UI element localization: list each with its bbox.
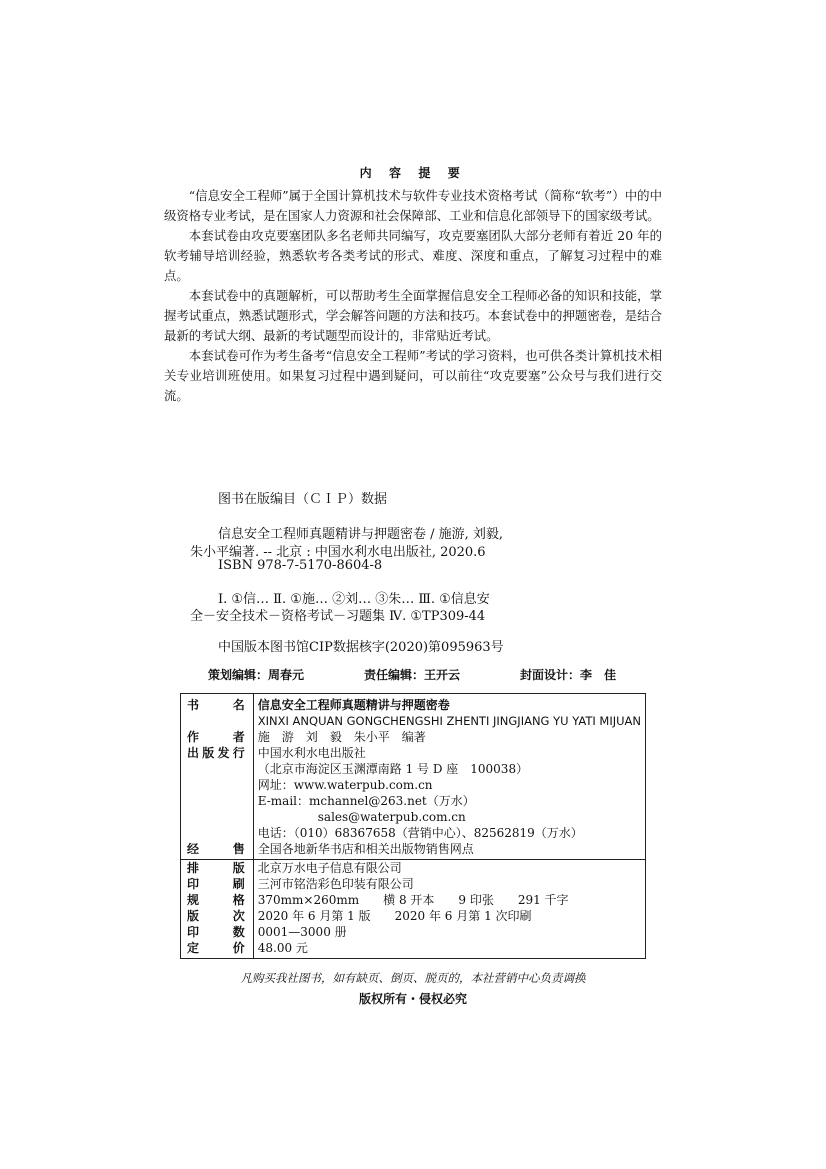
sales-label: 经 售 <box>181 841 254 860</box>
price-row <box>181 940 646 959</box>
title-row <box>181 694 646 730</box>
spec-label: 规 格 <box>181 892 254 908</box>
publisher-name: 中国水利水电出版社 <box>257 746 366 760</box>
copies: 0001—3000 册 <box>257 925 347 939</box>
cip-line-2: 朱小平编著. -- 北京 : 中国水利水电出版社, 2020.6 <box>190 545 486 560</box>
cover-designer: 封面设计：李 佳 <box>520 668 617 682</box>
replacement-notice: 凡购买我社图书，如有缺页、倒页、脱页的，本社营销中心负责调换 <box>240 971 586 985</box>
book-title: 信息安全工程师真题精讲与押题密卷 <box>257 698 450 712</box>
typesetter: 北京万水电子信息有限公司 <box>253 860 645 877</box>
publisher-phone: 电话：（010）68367658（营销中心）、82562819（万水） <box>257 826 583 840</box>
cip-line-1: 信息安全工程师真题精讲与押题密卷 / 施游, 刘毅, <box>218 527 504 542</box>
authors: 施 游 刘 毅 朱小平 编著 <box>257 730 426 744</box>
summary-title: 内 容 提 要 <box>359 166 467 180</box>
copyright-notice: 版权所有・侵权必究 <box>358 992 467 1006</box>
summary-paragraph: 本套试卷中的真题解析，可以帮助考生全面掌握信息安全工程师必备的知识和技能，掌握考试重点，熟悉试题形式，学会解答问题的方法和技巧。本套试卷中的押题密卷，是结合最新的考试大纲、最新的考试题型而设计的，非常贴近考试。 <box>164 288 662 343</box>
cip-number: 中国版本图书馆CIP数据核字(2020)第095963号 <box>218 640 504 655</box>
publisher-email-2: sales@waterpub.com.cn <box>317 810 466 824</box>
specification: 370mm×260mm 横 8 开本 9 印张 291 千字 <box>257 893 569 907</box>
author-label: 作 者 <box>181 729 254 745</box>
copies-label: 印 数 <box>181 924 254 940</box>
spec-row <box>181 892 646 908</box>
sales-outlets: 全国各地新华书店和相关出版物销售网点 <box>257 842 474 856</box>
edition: 2020 年 6 月第 1 版 2020 年 6 月第 1 次印刷 <box>257 909 532 923</box>
summary-body <box>164 186 662 406</box>
sales-row <box>181 841 646 860</box>
title-label: 书 名 <box>181 694 254 730</box>
publication-info-table <box>180 693 646 959</box>
print-label: 印 刷 <box>181 876 254 892</box>
printer: 三河市铭浩彩色印装有限公司 <box>257 877 414 891</box>
cip-heading: 图书在版编目（ＣＩＰ）数据 <box>218 492 388 507</box>
planning-editor: 策划编辑：周春元 <box>208 668 305 682</box>
summary-paragraph: “信息安全工程师”属于全国计算机技术与软件专业技术资格考试（简称“软考”）中的中级资格专业考试，是在国家人力资源和社会保障部、工业和信息化部领导下的国家级考试。 <box>164 188 662 223</box>
responsible-editor: 责任编辑：王开云 <box>364 668 461 682</box>
book-title-pinyin: XINXI ANQUAN GONGCHENGSHI ZHENTI JINGJIANG YU YATI MIJUAN <box>257 714 641 728</box>
price: 48.00 元 <box>257 941 308 955</box>
cip-isbn: ISBN 978-7-5170-8604-8 <box>218 558 383 573</box>
edition-label: 版 次 <box>181 908 254 924</box>
edition-row <box>181 908 646 924</box>
author-row <box>181 729 646 745</box>
publisher-email: E-mail：mchannel@263.net（万水） <box>257 794 475 808</box>
copies-row <box>181 924 646 940</box>
typeset-label: 排 版 <box>181 860 254 877</box>
publisher-address: （北京市海淀区玉渊潭南路 1 号 D 座 100038） <box>257 762 529 776</box>
publisher-row <box>181 745 646 841</box>
summary-paragraph: 本套试卷可作为考生备考“信息安全工程师”考试的学习资料，也可供各类计算机技术相关专业培训班使用。如果复习过程中遇到疑问，可以前往“攻克要塞”公众号与我们进行交流。 <box>164 348 662 403</box>
cip-line-5: 全－安全技术－资格考试－习题集 Ⅳ. ①TP309-44 <box>190 609 486 624</box>
publisher-website: 网址：www.waterpub.com.cn <box>257 778 433 792</box>
cip-line-4: Ⅰ. ①信… Ⅱ. ①施… ②刘… ③朱… Ⅲ. ①信息安 <box>218 592 490 607</box>
publisher-label: 出版发行 <box>181 745 254 841</box>
typeset-row <box>181 860 646 877</box>
print-row <box>181 876 646 892</box>
price-label: 定 价 <box>181 940 254 959</box>
summary-paragraph: 本套试卷由攻克要塞团队多名老师共同编写，攻克要塞团队大部分老师有着近 20 年的软考辅导培训经验，熟悉软考各类考试的形式、难度、深度和重点，了解复习过程中的难点。 <box>164 228 662 283</box>
